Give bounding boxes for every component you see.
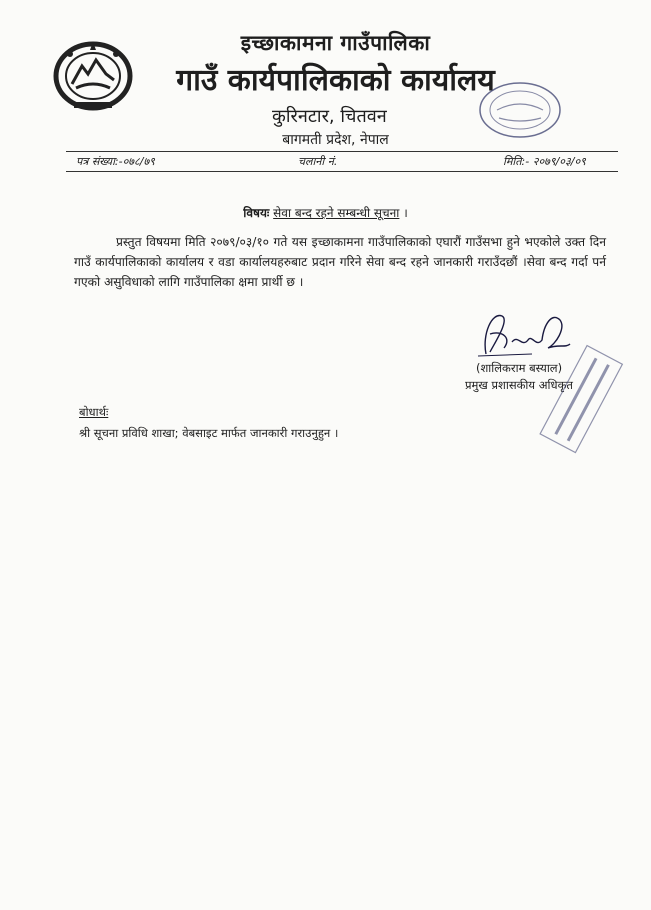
signatory-name: (शालिकराम बस्याल) <box>476 361 563 375</box>
letter-number: पत्र संख्या:-०७८/७९ <box>76 155 155 168</box>
dispatch-number: चलानी नं. <box>298 155 338 168</box>
subject-line <box>0 204 651 221</box>
cc-label: बोधार्थः <box>79 405 109 419</box>
province-address: बागमती प्रदेश, नेपाल <box>282 132 389 148</box>
municipality-name: इच्छाकामना गाउँपालिका <box>240 31 431 55</box>
cc-recipient: श्री सूचना प्रविधि शाखा; वेबसाइट मार्फत जानकारी गराउनुहुन । <box>79 426 339 440</box>
subject-text: सेवा बन्द रहने सम्बन्धी सूचना <box>273 206 400 220</box>
subject-end: । <box>399 206 408 220</box>
signatory-title: प्रमुख प्रशासकीय अधिकृत <box>465 378 573 392</box>
header-bottom-rule <box>66 171 618 172</box>
office-name: गाउँ कार्यपालिकाको कार्यालय <box>176 63 495 98</box>
officer-stamp <box>528 330 638 465</box>
header-top-rule <box>66 151 618 152</box>
body-paragraph: प्रस्तुत विषयमा मिति २०७९/०३/१० गते यस इच्छाकामना गाउँपालिकाको एघारौं गाउँसभा हुने भएकोले उक्त दिन गाउँ कार्यपालिकाको कार्यालय र वडा कार्यालयहरुबाट प्रदान गरिने सेवा बन्द रहने जानकारी गराउँदछौं ।सेवा बन्द गर्दा पर्न गएको असुविधाको लागि गाउँपालिका क्षमा प्रार्थी छ । <box>74 235 606 289</box>
subject-label: विषयः <box>243 206 270 220</box>
office-location: कुरिनटार, चितवन <box>272 106 387 127</box>
letter-date: मिति:- २०७९/०३/०९ <box>503 155 586 168</box>
